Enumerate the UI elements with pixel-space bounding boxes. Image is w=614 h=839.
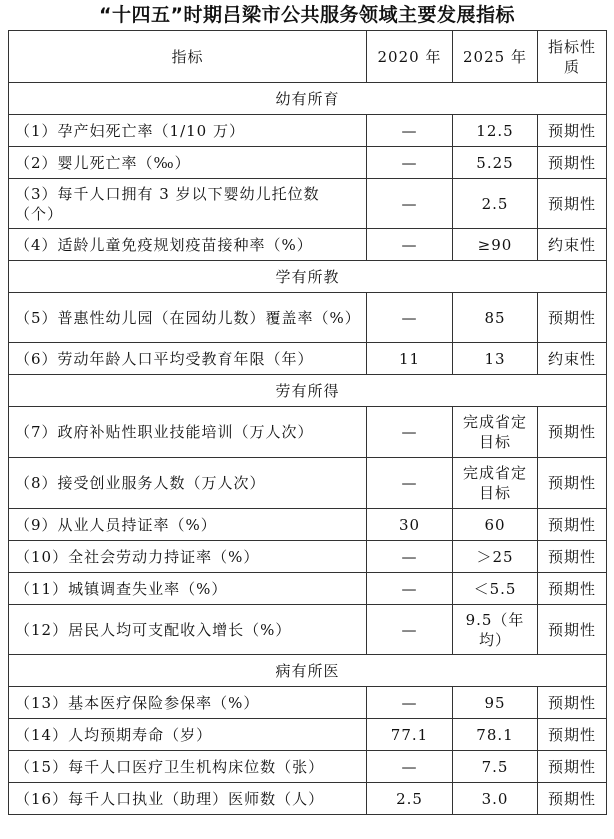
table-row <box>9 407 607 458</box>
row-2025: 7.5 <box>453 751 538 783</box>
row-2020: — <box>367 541 453 573</box>
section-row <box>9 655 607 687</box>
row-nature: 预期性 <box>538 783 607 815</box>
table-row <box>9 343 607 375</box>
row-2025: ＜5.5 <box>453 573 538 605</box>
row-nature: 预期性 <box>538 509 607 541</box>
table-row <box>9 541 607 573</box>
row-2020: 30 <box>367 509 453 541</box>
row-2025: 95 <box>453 687 538 719</box>
row-name: （8）接受创业服务人数（万人次） <box>9 458 367 509</box>
table-header-row <box>9 31 607 83</box>
row-2020: — <box>367 687 453 719</box>
row-2025: 5.25 <box>453 147 538 179</box>
table-row <box>9 687 607 719</box>
row-2020: — <box>367 115 453 147</box>
section-row <box>9 261 607 293</box>
table-row <box>9 115 607 147</box>
row-name: （5）普惠性幼儿园（在园幼儿数）覆盖率（%） <box>9 293 367 343</box>
section-row <box>9 83 607 115</box>
section-row <box>9 375 607 407</box>
row-nature: 预期性 <box>538 687 607 719</box>
row-2025: ≥90 <box>453 229 538 261</box>
row-2020: — <box>367 407 453 458</box>
row-nature: 约束性 <box>538 343 607 375</box>
header-nature: 指标性质 <box>538 31 607 83</box>
section-title: 劳有所得 <box>9 375 607 407</box>
row-2020: 77.1 <box>367 719 453 751</box>
table-row <box>9 751 607 783</box>
row-name: （3）每千人口拥有 3 岁以下婴幼儿托位数（个） <box>9 179 367 229</box>
table-row <box>9 783 607 815</box>
table-row <box>9 229 607 261</box>
table-row <box>9 509 607 541</box>
row-nature: 预期性 <box>538 147 607 179</box>
table-row <box>9 573 607 605</box>
table-row <box>9 719 607 751</box>
row-nature: 预期性 <box>538 115 607 147</box>
row-name: （1）孕产妇死亡率（1/10 万） <box>9 115 367 147</box>
table-row <box>9 605 607 655</box>
row-2025: 85 <box>453 293 538 343</box>
row-nature: 预期性 <box>538 407 607 458</box>
row-name: （11）城镇调查失业率（%） <box>9 573 367 605</box>
indicator-table <box>8 30 607 815</box>
row-name: （12）居民人均可支配收入增长（%） <box>9 605 367 655</box>
row-2025: 13 <box>453 343 538 375</box>
row-name: （15）每千人口医疗卫生机构床位数（张） <box>9 751 367 783</box>
row-nature: 预期性 <box>538 719 607 751</box>
row-2020: — <box>367 751 453 783</box>
row-2025: 78.1 <box>453 719 538 751</box>
row-2025: ＞25 <box>453 541 538 573</box>
page-title: “十四五”时期吕梁市公共服务领域主要发展指标 <box>99 4 515 26</box>
row-2025: 60 <box>453 509 538 541</box>
table-row <box>9 179 607 229</box>
row-2020: — <box>367 573 453 605</box>
section-title: 幼有所育 <box>9 83 607 115</box>
row-2020: — <box>367 293 453 343</box>
row-name: （6）劳动年龄人口平均受教育年限（年） <box>9 343 367 375</box>
header-2020: 2020 年 <box>367 31 453 83</box>
table-row <box>9 147 607 179</box>
row-2020: — <box>367 458 453 509</box>
header-indicator: 指标 <box>9 31 367 83</box>
row-nature: 预期性 <box>538 573 607 605</box>
row-name: （9）从业人员持证率（%） <box>9 509 367 541</box>
row-2025: 完成省定目标 <box>453 407 538 458</box>
section-title: 学有所教 <box>9 261 607 293</box>
row-nature: 预期性 <box>538 458 607 509</box>
row-nature: 预期性 <box>538 179 607 229</box>
row-nature: 预期性 <box>538 293 607 343</box>
row-2020: — <box>367 179 453 229</box>
row-name: （16）每千人口执业（助理）医师数（人） <box>9 783 367 815</box>
header-2025: 2025 年 <box>453 31 538 83</box>
row-nature: 约束性 <box>538 229 607 261</box>
row-2020: 11 <box>367 343 453 375</box>
row-2020: — <box>367 147 453 179</box>
row-nature: 预期性 <box>538 751 607 783</box>
section-title: 病有所医 <box>9 655 607 687</box>
row-2025: 2.5 <box>453 179 538 229</box>
row-name: （7）政府补贴性职业技能培训（万人次） <box>9 407 367 458</box>
row-name: （14）人均预期寿命（岁） <box>9 719 367 751</box>
row-2025: 9.5（年均） <box>453 605 538 655</box>
row-nature: 预期性 <box>538 605 607 655</box>
row-2020: — <box>367 605 453 655</box>
row-2025: 3.0 <box>453 783 538 815</box>
row-2020: — <box>367 229 453 261</box>
row-name: （4）适龄儿童免疫规划疫苗接种率（%） <box>9 229 367 261</box>
row-2025: 完成省定目标 <box>453 458 538 509</box>
row-name: （13）基本医疗保险参保率（%） <box>9 687 367 719</box>
table-row <box>9 293 607 343</box>
row-name: （10）全社会劳动力持证率（%） <box>9 541 367 573</box>
row-2020: 2.5 <box>367 783 453 815</box>
row-name: （2）婴儿死亡率（‰） <box>9 147 367 179</box>
row-2025: 12.5 <box>453 115 538 147</box>
table-row <box>9 458 607 509</box>
row-nature: 预期性 <box>538 541 607 573</box>
